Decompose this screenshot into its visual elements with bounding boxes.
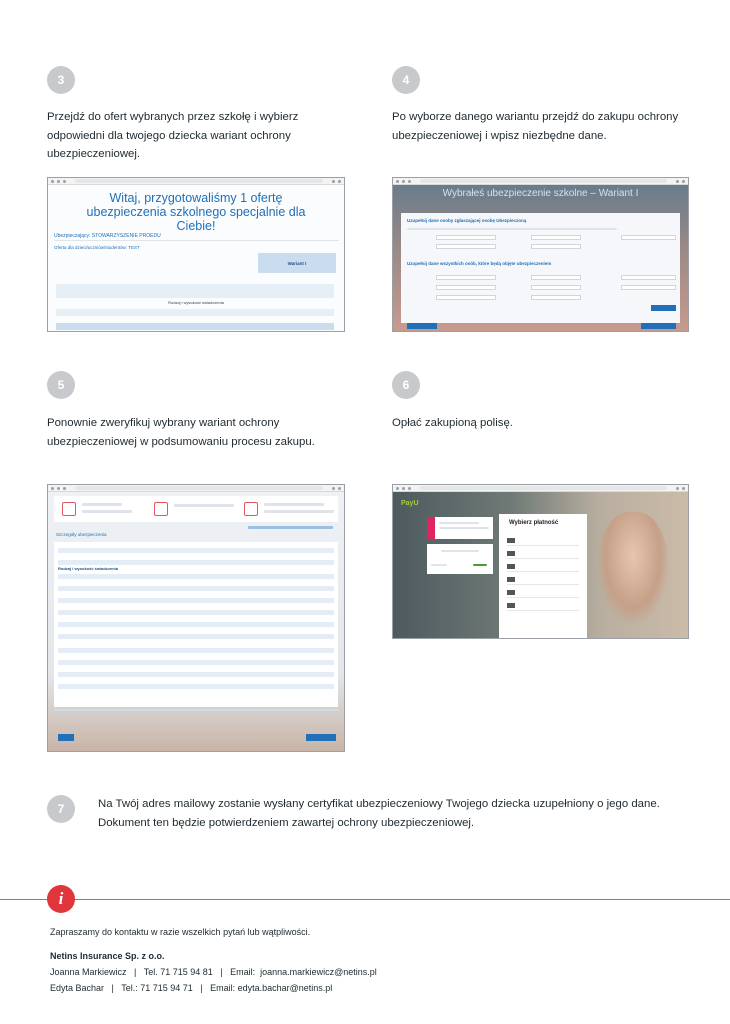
envelope-icon [154,502,168,516]
form-field[interactable] [621,275,676,280]
contact-line-2: Edyta Bachar | Tel.: 71 715 94 71 | Email: edyta.bachar@netins.pl [50,983,333,993]
back-button[interactable] [407,323,437,329]
payment-option[interactable] [507,562,579,572]
calendar-icon [62,502,76,516]
offer-label: Oferta dla dzieci/uczniów/studentów: TEST [54,245,140,250]
form-field[interactable] [621,235,676,240]
payment-option[interactable] [507,536,579,546]
payment-background [393,492,688,638]
form-field[interactable] [531,244,581,249]
section-heading: Rodzaj i wysokość świadczenia [168,300,224,305]
info-icon: i [47,885,75,913]
step-5-text: Ponownie zweryfikuj wybrany wariant ochrony ubezpieczeniowej w podsumowaniu procesu zakupu. [47,417,315,448]
screenshot-data-entry [392,177,689,332]
screenshot-summary [47,484,345,752]
step-3-text: Przejdź do ofert wybranych przez szkołę i wybierz odpowiedni dla twojego dziecka wariant ochrony ubezpieczeniowej. [47,111,299,160]
section-heading: Rodzaj i wysokość świadczenia [58,566,119,571]
screenshot-payment [392,484,689,639]
form-field[interactable] [436,285,496,290]
step-number-5: 5 [47,371,75,399]
back-button[interactable] [58,734,74,741]
payment-option[interactable] [507,588,579,598]
form-field[interactable] [531,235,581,240]
contact-line-1: Joanna Markiewicz | Tel. 71 715 94 81 | Email: joanna.markiewicz@netins.pl [50,967,377,977]
reporter-heading: Uzupełnij dane osoby zgłaszającej osobę Ubezpieczoną [407,218,527,223]
form-field[interactable] [436,295,496,300]
data-entry-title: Wybrałeś ubezpieczenie szkolne – Wariant I [442,188,639,199]
form-field[interactable] [531,285,581,290]
summary-header [54,496,338,522]
variant-header[interactable]: Wariant I [258,253,336,273]
offer-page [48,185,344,331]
summary-page [48,492,344,751]
browser-toolbar [48,485,344,492]
form-field[interactable] [531,275,581,280]
step-7-text: Na Twój adres mailowy zostanie wysłany certyfikat ubezpieczeniowy Twojego dziecka uzupełniony o jego dane. Dokument ten będzie potwierdzeniem zawartej ochrony ubezpieczeniowej. [98,798,660,829]
proceed-to-payment-button[interactable] [306,734,336,741]
contact-intro: Zapraszamy do kontaktu w razie wszelkich pytań lub wątpliwości. [50,927,311,937]
footer-divider [0,899,730,900]
step-6-text: Opłać zakupioną polisę. [392,417,513,429]
insured-heading: Uzupełnij dane wszystkich osób, które będą objęte ubezpieczeniem [407,261,552,266]
payment-option[interactable] [507,549,579,559]
browser-toolbar [393,178,688,185]
payment-method-panel [499,514,587,639]
offer-page-title: Witaj, przygotowaliśmy 1 ofertę ubezpieczenia szkolnego specjalnie dla Ciebie! [86,191,306,233]
add-person-button[interactable] [651,305,676,311]
payment-option[interactable] [507,601,579,611]
company-name: Netins Insurance Sp. z o.o. [50,951,165,961]
summary-table [54,542,338,707]
form-field[interactable] [436,235,496,240]
order-summary [427,544,493,574]
insurer-label: Ubezpieczający: STOWARZYSZENIE PROEDU [54,233,161,239]
payment-title: Wybierz płatność [509,520,559,526]
next-button[interactable] [641,323,676,329]
step-number-4: 4 [392,66,420,94]
browser-toolbar [48,178,344,185]
step-number-3: 3 [47,66,75,94]
data-entry-background [393,185,688,331]
payu-logo: PayU [401,500,419,507]
summary-heading: Szczegóły ubezpieczenia [56,532,107,537]
form-field[interactable] [621,285,676,290]
step-number-7: 7 [47,795,75,823]
form-field[interactable] [436,275,496,280]
browser-toolbar [393,485,688,492]
step-4-text: Po wyborze danego wariantu przejdź do zakupu ochrony ubezpieczeniowej i wpisz niezbędne dane. [392,111,679,142]
form-field[interactable] [436,244,496,249]
background-photo [598,512,668,622]
form-panel [401,213,680,323]
payment-option[interactable] [507,575,579,585]
alert-box [427,517,493,539]
step-number-6: 6 [392,371,420,399]
money-icon [244,502,258,516]
form-field[interactable] [531,295,581,300]
screenshot-offer-selection [47,177,345,332]
